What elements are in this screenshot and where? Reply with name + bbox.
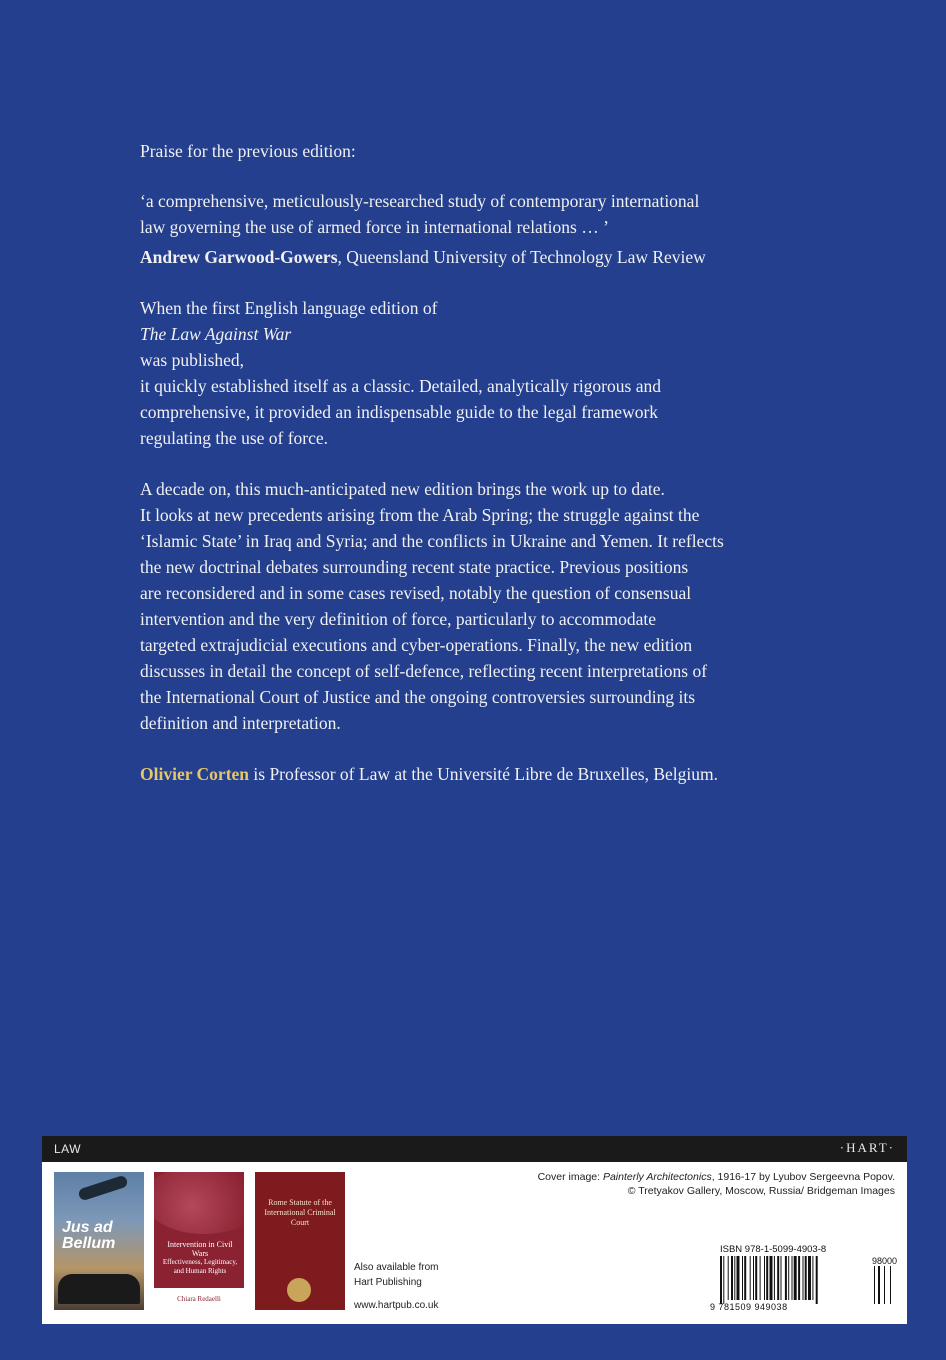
panel-header-bar (42, 1136, 907, 1162)
author-bio-text: is Professor of Law at the Université Libre de Bruxelles, Belgium. (249, 764, 719, 784)
reviewer-name: Andrew Garwood-Gowers (140, 247, 338, 267)
praise-intro: Praise for the previous edition: (140, 141, 356, 161)
para2-line: It looks at new precedents arising from the Arab Spring; the struggle against the (140, 505, 700, 525)
description-paragraph-1 (140, 295, 820, 451)
back-cover-blurb (140, 138, 820, 787)
credit-artwork-title: Painterly Architectonics (602, 1171, 712, 1183)
credit-suffix: , 1916-17 by Lyubov Sergeevna Popov. (711, 1171, 895, 1183)
para1-prefix: When the first English language edition of (140, 298, 438, 318)
seal-icon (287, 1278, 311, 1302)
isbn-label: ISBN 978-1-5099-4903-8 (720, 1244, 827, 1255)
cover-image-credit (538, 1170, 895, 1198)
para2-line: targeted extrajudicial executions and cyber-operations. Finally, the new edition (140, 635, 693, 655)
para2-line: ‘Islamic State’ in Iraq and Syria; and the conflicts in Ukraine and Yemen. It reflects (140, 531, 724, 551)
publisher-logo: ·HART· (839, 1140, 895, 1155)
publisher-panel (42, 1136, 907, 1324)
publisher-website[interactable]: www.hartpub.co.uk (354, 1300, 439, 1311)
related-book-subtitle: Effectiveness, Legitimacy, and Human Rights (162, 1258, 238, 1275)
para2-line: the International Court of Justice and the ongoing controversies surrounding its (140, 687, 696, 707)
related-book-title (160, 1240, 240, 1276)
para2-line: A decade on, this much-anticipated new edition brings the work up to date. (140, 479, 665, 499)
quote-line: ‘a comprehensive, meticulously-researched study of contemporary international (140, 191, 700, 211)
para2-line: the new doctrinal debates surrounding recent state practice. Previous positions (140, 557, 689, 577)
related-book-cover-intervention (154, 1172, 244, 1310)
helicopter-icon (77, 1175, 128, 1202)
book-title: The Law Against War (140, 324, 292, 344)
para2-line: intervention and the very definition of force, particularly to accommodate (140, 609, 657, 629)
related-book-cover-rome-statute (255, 1172, 345, 1310)
quote-line: law governing the use of armed force in international relations … ’ (140, 217, 609, 237)
related-book-title-text: Intervention in Civil Wars (167, 1240, 233, 1258)
para2-line: definition and interpretation. (140, 713, 341, 733)
barcode-icon (718, 1256, 898, 1304)
review-source: , Queensland University of Technology Law Review (337, 247, 706, 267)
related-book-title: Rome Statute of the International Criminal Court (264, 1198, 336, 1227)
review-quote (140, 188, 820, 240)
barcode-addon-digits: 98000 (872, 1256, 898, 1266)
also-available-line: Also available from (354, 1262, 439, 1273)
barcode-digits: 9 781509 949038 (710, 1302, 788, 1312)
category-label: LAW (54, 1142, 82, 1156)
para1-line: it quickly established itself as a classic. Detailed, analytically rigorous and (140, 376, 661, 396)
silhouettes-icon (58, 1274, 140, 1304)
related-book-cover-jus-ad-bellum (54, 1172, 144, 1310)
author-name: Olivier Corten (140, 764, 250, 784)
para1-line: regulating the use of force. (140, 428, 329, 448)
para1-suffix: was published, (140, 350, 245, 370)
para2-line: are reconsidered and in some cases revised, notably the question of consensual (140, 583, 692, 603)
review-attribution (140, 244, 820, 270)
description-paragraph-2 (140, 476, 820, 736)
also-available-note (354, 1260, 494, 1290)
painting-motif-icon (154, 1172, 244, 1234)
also-available-line: Hart Publishing (354, 1277, 422, 1288)
author-bio (140, 761, 820, 787)
credit-line: © Tretyakov Gallery, Moscow, Russia/ Bridgeman Images (627, 1185, 895, 1197)
credit-prefix: Cover image: (537, 1171, 603, 1183)
related-book-author: Chiara Redaelli (154, 1288, 244, 1310)
related-book-title: Jus ad Bellum (62, 1219, 116, 1252)
para2-line: discusses in detail the concept of self-defence, reflecting recent interpretations of (140, 661, 708, 681)
para1-line: comprehensive, it provided an indispensable guide to the legal framework (140, 402, 659, 422)
